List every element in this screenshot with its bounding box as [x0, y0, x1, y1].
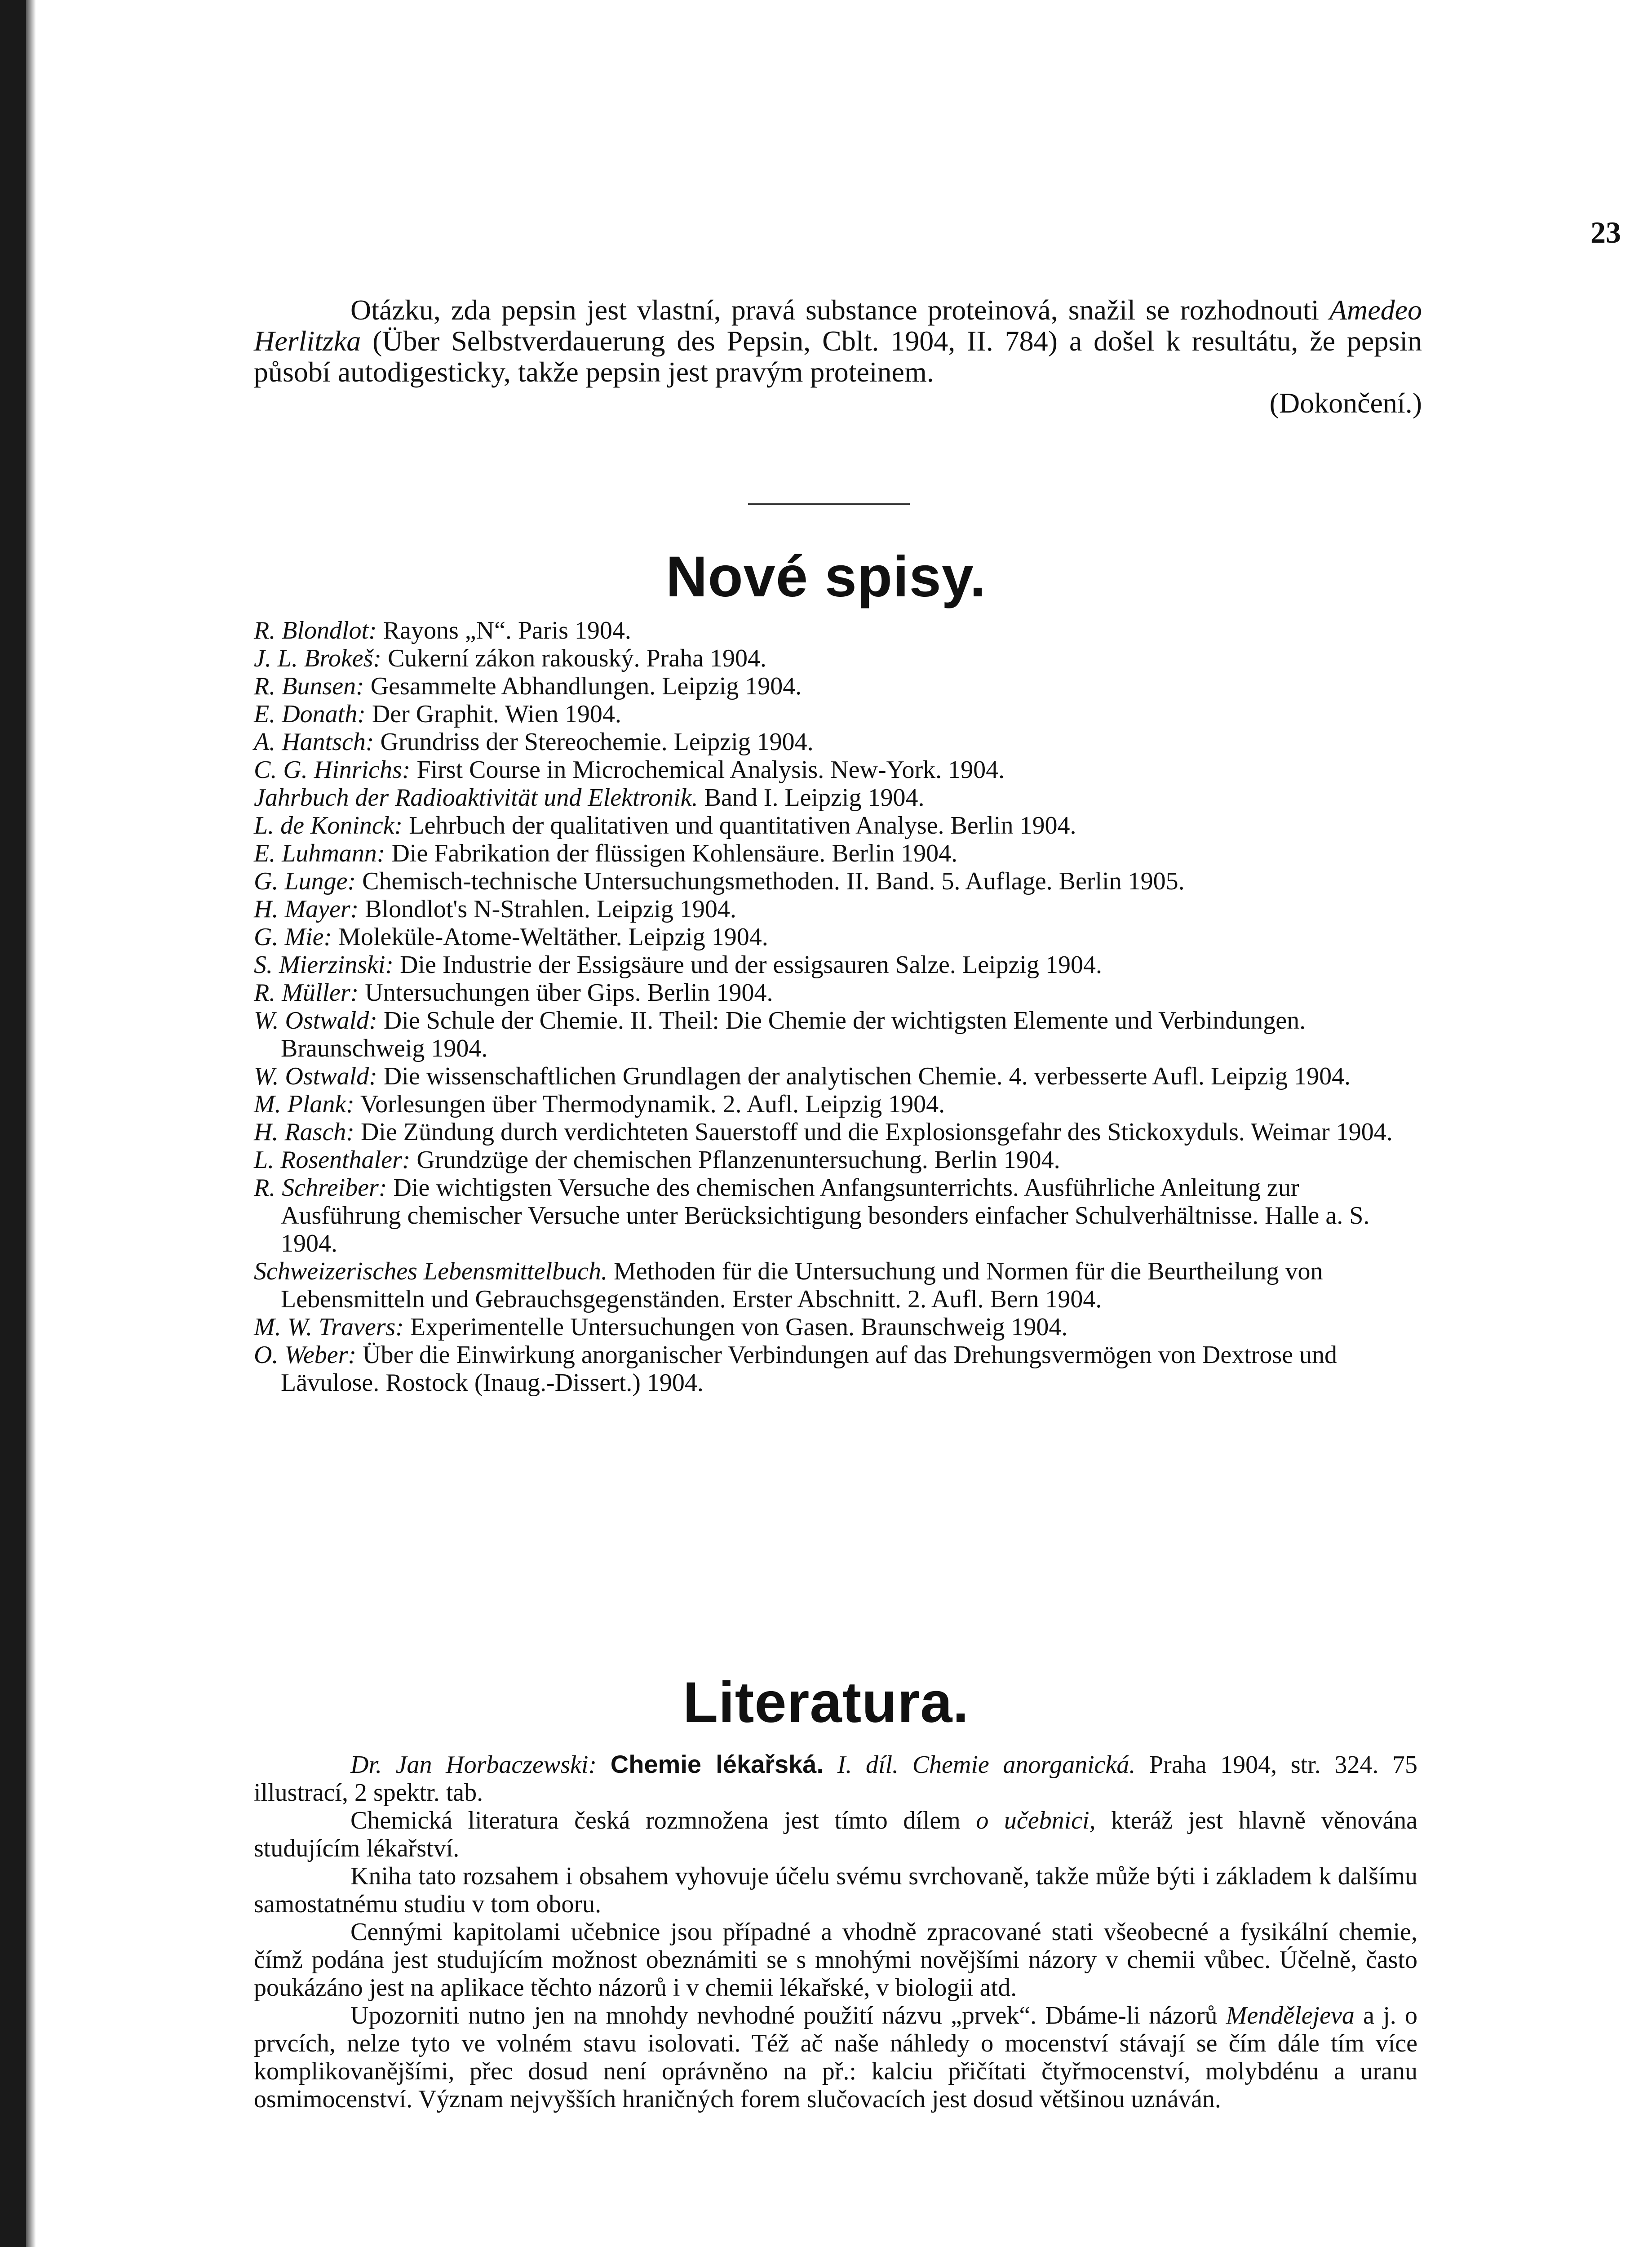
entry-text: Moleküle-Atome-Weltäther. Leipzig 1904. [338, 923, 768, 951]
bibliography-entry [254, 1118, 1422, 1146]
bibliography-entry [254, 1090, 1422, 1118]
entry-text: Die Zündung durch verdichteten Sauerstoff und die Explosionsgefahr des Stickoxyduls. Weimar 1904. [360, 1118, 1393, 1146]
entry-author: Schweizerisches Lebensmittelbuch. [254, 1257, 607, 1285]
entry-text: Band I. Leipzig 1904. [704, 784, 925, 812]
entry-author: G. Lunge: [254, 867, 356, 895]
bibliography-entry [254, 784, 1422, 812]
review-paragraph-4: Upozorniti nutno jen na mnohdy nevhodné použití názvu „prvek“. Dbáme-li názorů Mendělejeva a j. o prvcích, nelze tyto ve volném stavu isolovati. Též ač naše náhledy o mocenství stávají se čím dále tím více komplikovanějšími, přec dosud není oprávněno na př.: kalciu přičítati čtyřmocenství, molybdénu a uranu osmimocenství. Význam nejvyšších hraničných forem slučovacích jest dosud většinou uznáván. [254, 2002, 1418, 2113]
bibliography-entry [254, 979, 1422, 1007]
scan-edge-shadow [26, 0, 36, 2247]
entry-text: First Course in Microchemical Analysis. New-York. 1904. [416, 756, 1005, 784]
page-number: 23 [1590, 215, 1621, 249]
section-title-literatura: Literatura. [683, 1670, 969, 1735]
entry-author: E. Donath: [254, 700, 366, 728]
entry-author: C. G. Hinrichs: [254, 756, 411, 784]
bibliography-entry [254, 1341, 1422, 1397]
entry-author: S. Mierzinski: [254, 951, 394, 979]
bibliography-entry [254, 700, 1422, 728]
entry-author: W. Ostwald: [254, 1007, 377, 1035]
entry-author: H. Mayer: [254, 895, 359, 923]
review-header [254, 1750, 1417, 1807]
entry-text: Rayons „N“. Paris 1904. [383, 617, 631, 644]
entry-text: Untersuchungen über Gips. Berlin 1904. [365, 979, 773, 1007]
review-paragraph-3: Cennými kapitolami učebnice jsou případné a vhodně zpracované stati všeobecné a fysikální chemie, čímž podána jest studujícím možnost obeznámiti se s mnohými novějšími názory v chemii vůbec. Účelně, často poukázáno jest na aplikace těchto názorů i v chemii lékařské, v biologii atd. [254, 1918, 1417, 2002]
entry-author: E. Luhmann: [254, 839, 385, 867]
entry-text: Gesammelte Abhandlungen. Leipzig 1904. [370, 672, 802, 700]
entry-text: Chemisch-technische Untersuchungsmethoden. II. Band. 5. Auflage. Berlin 1905. [362, 867, 1185, 895]
review-paragraph-2: Kniha tato rozsahem i obsahem vyhovuje účelu svému svrchovaně, takže může býti i základem k dalšímu samostatnému studiu v tom oboru. [254, 1862, 1417, 1918]
entry-text: Methoden für die Untersuchung und Normen für die Beurtheilung von Lebensmitteln und Gebrauchsgegenständen. Erster Abschnitt. 2. Aufl. Bern 1904. [281, 1257, 1323, 1313]
entry-text: Die Fabrikation der flüssigen Kohlensäure. Berlin 1904. [391, 839, 958, 867]
intro-paragraph [254, 294, 1422, 418]
entry-author: L. Rosenthaler: [254, 1146, 411, 1174]
review-author: Dr. Jan Horbaczewski: [350, 1751, 597, 1779]
entry-author: M. W. Travers: [254, 1313, 404, 1341]
entry-author: R. Bunsen: [254, 672, 364, 700]
bibliography-entry [254, 756, 1422, 784]
entry-text: Experimentelle Untersuchungen von Gasen. Braunschweig 1904. [410, 1313, 1068, 1341]
entry-author: R. Blondlot: [254, 617, 377, 644]
entry-text: Die Schule der Chemie. II. Theil: Die Chemie der wichtigsten Elemente und Verbindungen. Braunschweig 1904. [281, 1007, 1306, 1062]
bibliography-list [254, 617, 1422, 1397]
entry-text: Cukerní zákon rakouský. Praha 1904. [388, 644, 767, 672]
bibliography-entry [254, 867, 1422, 895]
bibliography-entry [254, 839, 1422, 867]
bibliography-entry [254, 895, 1422, 923]
entry-text: Die Industrie der Essigsäure und der essigsauren Salze. Leipzig 1904. [400, 951, 1102, 979]
entry-text: Blondlot's N-Strahlen. Leipzig 1904. [365, 895, 736, 923]
continuation-note: (Dokončení.) [1269, 387, 1422, 419]
intro-text: Otázku, zda pepsin jest vlastní, pravá substance proteinová, snažil se rozhodnouti Amedeo Herlitzka (Über Selbstverdauerung des Pepsin, Cblt. 1904, II. 784) a došel k resultátu, že pepsin působí autodigesticky, takže pepsin jest pravým proteinem. [254, 294, 1422, 388]
entry-text: Grundzüge der chemischen Pflanzenuntersuchung. Berlin 1904. [416, 1146, 1060, 1174]
bibliography-entry [254, 1313, 1422, 1341]
entry-author: A. Hantsch: [254, 728, 374, 756]
bibliography-entry [254, 672, 1422, 700]
section-title-nove-spisy: Nové spisy. [666, 545, 986, 609]
entry-author: M. Plank: [254, 1090, 354, 1118]
section-divider [748, 503, 910, 505]
review-paragraph-1: Chemická literatura česká rozmnožena jest tímto dílem o učebnici, kteráž jest hlavně věnována studujícím lékařství. [254, 1807, 1418, 1862]
entry-author: O. Weber: [254, 1341, 357, 1369]
entry-text: Die wissenschaftlichen Grundlagen der analytischen Chemie. 4. verbesserte Aufl. Leipzig 1904. [383, 1062, 1351, 1090]
entry-author: L. de Koninck: [254, 812, 403, 839]
literature-review [254, 1750, 1417, 2113]
review-pub-details: Praha 1904, str. 324. 75 illustrací, 2 spektr. tab. [254, 1751, 1418, 1807]
bibliography-entry [254, 1062, 1422, 1090]
bibliography-entry [254, 812, 1422, 839]
bibliography-entry [254, 1257, 1422, 1313]
entry-text: Grundriss der Stereochemie. Leipzig 1904. [380, 728, 814, 756]
entry-text: Die wichtigsten Versuche des chemischen Anfangsunterrichts. Ausführliche Anleitung zur Ausführung chemischer Versuche unter Berücksichtigung besonders einfacher Schulverhältnisse. Halle a. S. 1904. [281, 1174, 1370, 1257]
bibliography-entry [254, 1174, 1422, 1257]
entry-author: R. Müller: [254, 979, 359, 1007]
entry-author: H. Rasch: [254, 1118, 354, 1146]
entry-text: Der Graphit. Wien 1904. [372, 700, 621, 728]
entry-text: Lehrbuch der qualitativen und quantitativen Analyse. Berlin 1904. [409, 812, 1076, 839]
bibliography-entry [254, 1146, 1422, 1174]
scan-left-edge [0, 0, 26, 2247]
intro-author: Amedeo Herlitzka [254, 294, 1422, 357]
review-volume: I. díl. Chemie anorganická. [837, 1751, 1136, 1779]
bibliography-entry [254, 1007, 1422, 1062]
bibliography-entry [254, 728, 1422, 756]
entry-text: Über die Einwirkung anorganischer Verbindungen auf das Drehungsvermögen von Dextrose und Lävulose. Rostock (Inaug.-Dissert.) 1904. [281, 1341, 1338, 1397]
entry-text: Vorlesungen über Thermodynamik. 2. Aufl. Leipzig 1904. [360, 1090, 945, 1118]
entry-author: G. Mie: [254, 923, 332, 951]
bibliography-entry [254, 644, 1422, 672]
entry-author: R. Schreiber: [254, 1174, 387, 1202]
entry-author: Jahrbuch der Radioaktivität und Elektronik. [254, 784, 698, 812]
bibliography-entry [254, 951, 1422, 979]
entry-author: W. Ostwald: [254, 1062, 377, 1090]
bibliography-entry [254, 923, 1422, 951]
review-book-title: Chemie lékařská. [610, 1750, 824, 1778]
bibliography-entry [254, 617, 1422, 644]
entry-author: J. L. Brokeš: [254, 644, 382, 672]
